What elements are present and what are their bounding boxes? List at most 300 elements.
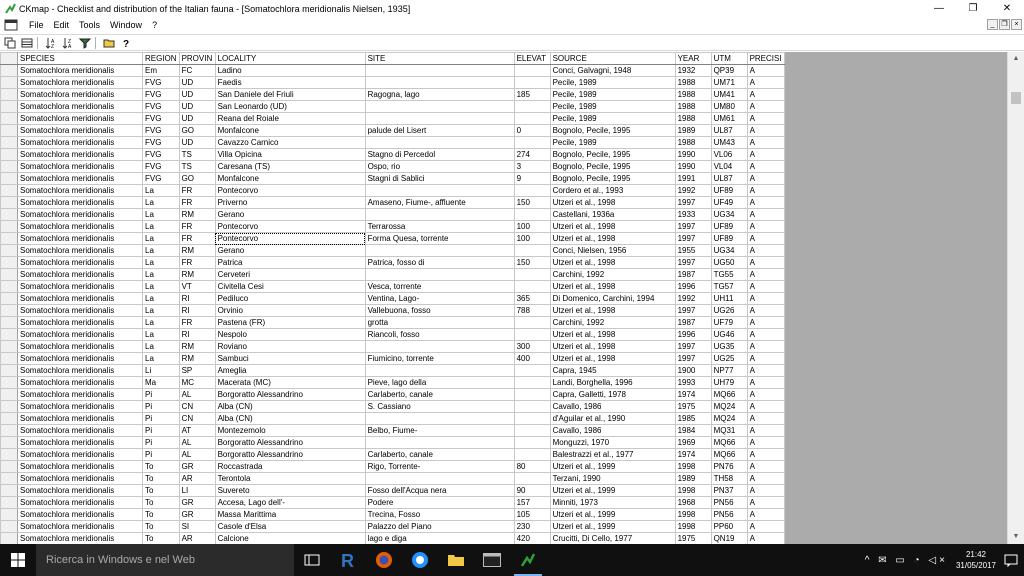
cell-year[interactable]: 1932: [675, 65, 711, 77]
cell-year[interactable]: 1997: [675, 221, 711, 233]
cell-source[interactable]: Crucitti, Di Cello, 1977: [550, 533, 675, 545]
table-row[interactable]: [1, 137, 785, 149]
cell-elevation[interactable]: [514, 377, 550, 389]
cell-year[interactable]: 1998: [675, 485, 711, 497]
cell-utm[interactable]: UM71: [711, 77, 747, 89]
cell-region[interactable]: La: [143, 317, 180, 329]
cell-year[interactable]: 1992: [675, 293, 711, 305]
cell-precision[interactable]: A: [747, 77, 784, 89]
row-header[interactable]: [1, 257, 18, 269]
cell-utm[interactable]: MQ66: [711, 437, 747, 449]
mdi-restore-button[interactable]: ❐: [999, 19, 1010, 30]
cell-elevation[interactable]: 185: [514, 89, 550, 101]
cell-elevation[interactable]: [514, 365, 550, 377]
table-row[interactable]: [1, 497, 785, 509]
cell-year[interactable]: 1900: [675, 365, 711, 377]
table-row[interactable]: [1, 413, 785, 425]
cell-site[interactable]: Belbo, Fiume-: [365, 425, 514, 437]
row-header[interactable]: [1, 149, 18, 161]
start-button[interactable]: [0, 544, 36, 576]
column-header-province[interactable]: PROVIN: [179, 53, 215, 65]
cell-site[interactable]: Ospo, rio: [365, 161, 514, 173]
cell-utm[interactable]: TG55: [711, 269, 747, 281]
cell-province[interactable]: FR: [179, 317, 215, 329]
row-header[interactable]: [1, 413, 18, 425]
column-header-year[interactable]: YEAR: [675, 53, 711, 65]
cell-locality[interactable]: Macerata (MC): [215, 377, 365, 389]
cell-locality[interactable]: San Leonardo (UD): [215, 101, 365, 113]
table-row[interactable]: [1, 305, 785, 317]
column-header-source[interactable]: SOURCE: [550, 53, 675, 65]
cell-precision[interactable]: A: [747, 365, 784, 377]
cell-locality[interactable]: Cerveteri: [215, 269, 365, 281]
r-language-icon[interactable]: [330, 544, 366, 576]
cell-precision[interactable]: A: [747, 293, 784, 305]
cell-year[interactable]: 1997: [675, 197, 711, 209]
cell-species[interactable]: Somatochlora meridionalis: [18, 305, 143, 317]
cell-site[interactable]: [365, 65, 514, 77]
cell-site[interactable]: [365, 341, 514, 353]
cell-year[interactable]: 1975: [675, 401, 711, 413]
cell-source[interactable]: Bognolo, Pecile, 1995: [550, 125, 675, 137]
cell-site[interactable]: Riancoli, fosso: [365, 329, 514, 341]
cell-elevation[interactable]: 105: [514, 509, 550, 521]
cell-year[interactable]: 1997: [675, 353, 711, 365]
cell-province[interactable]: GR: [179, 497, 215, 509]
scrollbar-thumb[interactable]: [1011, 92, 1021, 104]
cell-elevation[interactable]: 80: [514, 461, 550, 473]
cell-utm[interactable]: UF79: [711, 317, 747, 329]
cell-province[interactable]: LI: [179, 485, 215, 497]
cell-locality[interactable]: Caresana (TS): [215, 161, 365, 173]
cell-utm[interactable]: UF49: [711, 197, 747, 209]
cell-precision[interactable]: A: [747, 353, 784, 365]
cell-utm[interactable]: TH58: [711, 473, 747, 485]
cell-site[interactable]: Fosso dell'Acqua nera: [365, 485, 514, 497]
cell-source[interactable]: Bognolo, Pecile, 1995: [550, 149, 675, 161]
cell-source[interactable]: Pecile, 1989: [550, 101, 675, 113]
cell-locality[interactable]: Nespolo: [215, 329, 365, 341]
cell-source[interactable]: Cordero et al., 1993: [550, 185, 675, 197]
row-header[interactable]: [1, 449, 18, 461]
cell-province[interactable]: CN: [179, 401, 215, 413]
cell-elevation[interactable]: [514, 209, 550, 221]
cell-elevation[interactable]: [514, 449, 550, 461]
cell-year[interactable]: 1996: [675, 329, 711, 341]
cell-elevation[interactable]: [514, 113, 550, 125]
cell-source[interactable]: Pecile, 1989: [550, 113, 675, 125]
cell-site[interactable]: Trecina, Fosso: [365, 509, 514, 521]
cell-region[interactable]: La: [143, 209, 180, 221]
cell-year[interactable]: 1997: [675, 257, 711, 269]
cell-elevation[interactable]: [514, 413, 550, 425]
table-row[interactable]: [1, 521, 785, 533]
row-header[interactable]: [1, 173, 18, 185]
row-header[interactable]: [1, 485, 18, 497]
cell-site[interactable]: [365, 185, 514, 197]
cell-elevation[interactable]: 90: [514, 485, 550, 497]
cell-source[interactable]: Utzeri et al., 1999: [550, 521, 675, 533]
cell-locality[interactable]: Roviano: [215, 341, 365, 353]
cell-province[interactable]: TS: [179, 149, 215, 161]
cell-region[interactable]: FVG: [143, 113, 180, 125]
row-header[interactable]: [1, 185, 18, 197]
row-header[interactable]: [1, 329, 18, 341]
cell-province[interactable]: UD: [179, 89, 215, 101]
terminal-icon[interactable]: [474, 544, 510, 576]
cell-utm[interactable]: MQ24: [711, 413, 747, 425]
cell-precision[interactable]: A: [747, 101, 784, 113]
cell-region[interactable]: FVG: [143, 149, 180, 161]
cell-species[interactable]: Somatochlora meridionalis: [18, 377, 143, 389]
cell-region[interactable]: La: [143, 233, 180, 245]
cell-locality[interactable]: Villa Opicina: [215, 149, 365, 161]
cell-region[interactable]: La: [143, 281, 180, 293]
cell-province[interactable]: GR: [179, 509, 215, 521]
cell-species[interactable]: Somatochlora meridionalis: [18, 233, 143, 245]
cell-locality[interactable]: Faedis: [215, 77, 365, 89]
minimize-button[interactable]: —: [934, 3, 944, 14]
cell-locality[interactable]: Patrica: [215, 257, 365, 269]
cell-region[interactable]: FVG: [143, 161, 180, 173]
cell-province[interactable]: GO: [179, 125, 215, 137]
row-header[interactable]: [1, 161, 18, 173]
cell-source[interactable]: Pecile, 1989: [550, 77, 675, 89]
cell-utm[interactable]: UH79: [711, 377, 747, 389]
cell-site[interactable]: Carlaberto, canale: [365, 449, 514, 461]
column-header-site[interactable]: SITE: [365, 53, 514, 65]
cell-precision[interactable]: A: [747, 269, 784, 281]
cell-region[interactable]: To: [143, 473, 180, 485]
table-row[interactable]: [1, 293, 785, 305]
cell-site[interactable]: Vallebuona, fosso: [365, 305, 514, 317]
cell-species[interactable]: Somatochlora meridionalis: [18, 449, 143, 461]
cell-source[interactable]: Utzeri et al., 1998: [550, 305, 675, 317]
row-header[interactable]: [1, 137, 18, 149]
table-row[interactable]: [1, 173, 785, 185]
row-header[interactable]: [1, 89, 18, 101]
cell-elevation[interactable]: [514, 389, 550, 401]
cell-province[interactable]: SP: [179, 365, 215, 377]
sort-ascending-icon[interactable]: [44, 36, 58, 50]
cell-elevation[interactable]: 150: [514, 197, 550, 209]
cell-precision[interactable]: A: [747, 305, 784, 317]
cell-elevation[interactable]: 420: [514, 533, 550, 545]
cell-locality[interactable]: Roccastrada: [215, 461, 365, 473]
cell-utm[interactable]: UG34: [711, 245, 747, 257]
cell-utm[interactable]: VL04: [711, 161, 747, 173]
row-header[interactable]: [1, 365, 18, 377]
cell-region[interactable]: Em: [143, 65, 180, 77]
cell-elevation[interactable]: [514, 77, 550, 89]
row-header[interactable]: [1, 377, 18, 389]
row-header[interactable]: [1, 125, 18, 137]
cell-province[interactable]: AR: [179, 533, 215, 545]
vertical-scrollbar[interactable]: [1007, 52, 1024, 544]
cell-site[interactable]: Palazzo del Piano: [365, 521, 514, 533]
cell-source[interactable]: Castellani, 1936a: [550, 209, 675, 221]
cell-source[interactable]: Capra, 1945: [550, 365, 675, 377]
cell-elevation[interactable]: 9: [514, 173, 550, 185]
cell-source[interactable]: Utzeri et al., 1998: [550, 329, 675, 341]
cell-precision[interactable]: A: [747, 137, 784, 149]
cell-site[interactable]: Stagni di Sablici: [365, 173, 514, 185]
browser-icon[interactable]: [402, 544, 438, 576]
cell-locality[interactable]: Cavazzo Carnico: [215, 137, 365, 149]
row-header[interactable]: [1, 221, 18, 233]
cell-utm[interactable]: UF89: [711, 221, 747, 233]
cell-year[interactable]: 1997: [675, 341, 711, 353]
cell-elevation[interactable]: 365: [514, 293, 550, 305]
cell-year[interactable]: 1974: [675, 449, 711, 461]
table-row[interactable]: [1, 197, 785, 209]
cell-source[interactable]: Utzeri et al., 1998: [550, 197, 675, 209]
cell-locality[interactable]: Borgoratto Alessandrino: [215, 449, 365, 461]
row-header[interactable]: [1, 197, 18, 209]
row-header[interactable]: [1, 425, 18, 437]
cell-precision[interactable]: A: [747, 329, 784, 341]
cell-locality[interactable]: Montezemolo: [215, 425, 365, 437]
cell-precision[interactable]: A: [747, 113, 784, 125]
cell-year[interactable]: 1998: [675, 521, 711, 533]
cell-site[interactable]: [365, 77, 514, 89]
cell-precision[interactable]: A: [747, 317, 784, 329]
cell-year[interactable]: 1991: [675, 173, 711, 185]
cell-region[interactable]: Pi: [143, 449, 180, 461]
cell-source[interactable]: Utzeri et al., 1999: [550, 461, 675, 473]
cell-region[interactable]: La: [143, 329, 180, 341]
cell-species[interactable]: Somatochlora meridionalis: [18, 65, 143, 77]
table-row[interactable]: [1, 425, 785, 437]
cell-elevation[interactable]: 230: [514, 521, 550, 533]
row-header[interactable]: [1, 293, 18, 305]
cell-year[interactable]: 1987: [675, 269, 711, 281]
cell-source[interactable]: Conci, Galvagni, 1948: [550, 65, 675, 77]
cell-locality[interactable]: Reana del Roiale: [215, 113, 365, 125]
cell-elevation[interactable]: [514, 269, 550, 281]
cell-utm[interactable]: NP77: [711, 365, 747, 377]
cell-species[interactable]: Somatochlora meridionalis: [18, 461, 143, 473]
column-header-utm[interactable]: UTM: [711, 53, 747, 65]
cell-province[interactable]: RI: [179, 305, 215, 317]
cell-region[interactable]: Pi: [143, 437, 180, 449]
cell-species[interactable]: Somatochlora meridionalis: [18, 257, 143, 269]
cell-locality[interactable]: Borgoratto Alessandrino: [215, 437, 365, 449]
cell-locality[interactable]: Suvereto: [215, 485, 365, 497]
cell-year[interactable]: 1990: [675, 161, 711, 173]
cell-site[interactable]: Podere: [365, 497, 514, 509]
cell-locality[interactable]: Alba (CN): [215, 413, 365, 425]
cell-site[interactable]: [365, 245, 514, 257]
table-row[interactable]: [1, 461, 785, 473]
cell-precision[interactable]: A: [747, 461, 784, 473]
cell-species[interactable]: Somatochlora meridionalis: [18, 125, 143, 137]
cell-locality[interactable]: Pontecorvo: [215, 185, 365, 197]
cell-province[interactable]: VT: [179, 281, 215, 293]
cell-elevation[interactable]: [514, 473, 550, 485]
row-header[interactable]: [1, 245, 18, 257]
table-row[interactable]: [1, 449, 785, 461]
cell-site[interactable]: Amaseno, Fiume-, affluente: [365, 197, 514, 209]
cell-site[interactable]: [365, 413, 514, 425]
cell-precision[interactable]: A: [747, 509, 784, 521]
cell-province[interactable]: RM: [179, 353, 215, 365]
cell-elevation[interactable]: 100: [514, 233, 550, 245]
cell-locality[interactable]: Pontecorvo: [215, 221, 365, 233]
filter-icon[interactable]: [78, 36, 92, 50]
cell-province[interactable]: CN: [179, 413, 215, 425]
table-row[interactable]: [1, 233, 785, 245]
mdi-close-button[interactable]: ×: [1011, 19, 1022, 30]
cell-year[interactable]: 1990: [675, 149, 711, 161]
cell-source[interactable]: Utzeri et al., 1998: [550, 257, 675, 269]
cell-year[interactable]: 1975: [675, 533, 711, 545]
cell-province[interactable]: AT: [179, 425, 215, 437]
table-row[interactable]: [1, 77, 785, 89]
cell-source[interactable]: Utzeri et al., 1998: [550, 221, 675, 233]
cell-precision[interactable]: A: [747, 257, 784, 269]
cell-year[interactable]: 1988: [675, 77, 711, 89]
cell-source[interactable]: Utzeri et al., 1998: [550, 341, 675, 353]
cell-site[interactable]: palude del Lisert: [365, 125, 514, 137]
cell-species[interactable]: Somatochlora meridionalis: [18, 365, 143, 377]
table-row[interactable]: [1, 149, 785, 161]
cell-province[interactable]: TS: [179, 161, 215, 173]
cell-province[interactable]: UD: [179, 113, 215, 125]
table-row[interactable]: [1, 485, 785, 497]
cell-source[interactable]: Carchini, 1992: [550, 269, 675, 281]
cell-site[interactable]: [365, 365, 514, 377]
table-row[interactable]: [1, 509, 785, 521]
cell-year[interactable]: 1989: [675, 473, 711, 485]
cell-region[interactable]: To: [143, 521, 180, 533]
cell-region[interactable]: Li: [143, 365, 180, 377]
cell-year[interactable]: 1997: [675, 305, 711, 317]
cell-source[interactable]: Pecile, 1989: [550, 137, 675, 149]
cell-site[interactable]: lago e diga: [365, 533, 514, 545]
table-row[interactable]: [1, 317, 785, 329]
cell-site[interactable]: Terrarossa: [365, 221, 514, 233]
cell-site[interactable]: Stagno di Percedol: [365, 149, 514, 161]
cell-species[interactable]: Somatochlora meridionalis: [18, 329, 143, 341]
cell-species[interactable]: Somatochlora meridionalis: [18, 473, 143, 485]
table-row[interactable]: [1, 245, 785, 257]
cell-locality[interactable]: Terontola: [215, 473, 365, 485]
cell-locality[interactable]: Civitella Cesi: [215, 281, 365, 293]
cell-site[interactable]: Vesca, torrente: [365, 281, 514, 293]
cell-site[interactable]: Ventina, Lago-: [365, 293, 514, 305]
cell-utm[interactable]: MQ24: [711, 401, 747, 413]
table-view-icon[interactable]: [20, 36, 34, 50]
cell-precision[interactable]: A: [747, 233, 784, 245]
cell-utm[interactable]: QN19: [711, 533, 747, 545]
cell-year[interactable]: 1984: [675, 425, 711, 437]
table-row[interactable]: [1, 329, 785, 341]
task-view-icon[interactable]: [294, 544, 330, 576]
row-header[interactable]: [1, 317, 18, 329]
menu-help[interactable]: ?: [152, 20, 158, 30]
table-row[interactable]: [1, 113, 785, 125]
cell-source[interactable]: Bognolo, Pecile, 1995: [550, 161, 675, 173]
cell-precision[interactable]: A: [747, 389, 784, 401]
cell-utm[interactable]: PP60: [711, 521, 747, 533]
cell-utm[interactable]: MQ66: [711, 449, 747, 461]
column-header-species[interactable]: SPECIES: [18, 53, 143, 65]
cell-province[interactable]: RI: [179, 329, 215, 341]
cell-source[interactable]: Cavallo, 1986: [550, 425, 675, 437]
cell-elevation[interactable]: [514, 401, 550, 413]
cell-site[interactable]: grotta: [365, 317, 514, 329]
cell-species[interactable]: Somatochlora meridionalis: [18, 413, 143, 425]
cell-region[interactable]: To: [143, 485, 180, 497]
cell-species[interactable]: Somatochlora meridionalis: [18, 437, 143, 449]
cell-province[interactable]: FR: [179, 185, 215, 197]
cell-region[interactable]: Pi: [143, 401, 180, 413]
cell-year[interactable]: 1974: [675, 389, 711, 401]
cell-precision[interactable]: A: [747, 425, 784, 437]
cell-species[interactable]: Somatochlora meridionalis: [18, 173, 143, 185]
cell-locality[interactable]: Gerano: [215, 209, 365, 221]
cell-province[interactable]: FR: [179, 197, 215, 209]
cell-source[interactable]: Landi, Borghella, 1996: [550, 377, 675, 389]
menu-edit[interactable]: Edit: [53, 20, 70, 30]
cell-utm[interactable]: MQ66: [711, 389, 747, 401]
cell-region[interactable]: Pi: [143, 389, 180, 401]
sort-descending-icon[interactable]: [61, 36, 75, 50]
cell-utm[interactable]: MQ31: [711, 425, 747, 437]
cell-site[interactable]: S. Cassiano: [365, 401, 514, 413]
cell-locality[interactable]: Ladino: [215, 65, 365, 77]
row-header[interactable]: [1, 401, 18, 413]
cell-precision[interactable]: A: [747, 221, 784, 233]
cell-utm[interactable]: UM41: [711, 89, 747, 101]
cell-species[interactable]: Somatochlora meridionalis: [18, 161, 143, 173]
cell-elevation[interactable]: [514, 65, 550, 77]
cell-locality[interactable]: Accesa, Lago dell'-: [215, 497, 365, 509]
menu-window[interactable]: Window: [110, 20, 143, 30]
cell-year[interactable]: 1993: [675, 377, 711, 389]
cell-province[interactable]: AL: [179, 437, 215, 449]
cell-region[interactable]: La: [143, 245, 180, 257]
cell-locality[interactable]: Massa Marittima: [215, 509, 365, 521]
row-header[interactable]: [1, 281, 18, 293]
cell-province[interactable]: FR: [179, 221, 215, 233]
cell-source[interactable]: Di Domenico, Carchini, 1994: [550, 293, 675, 305]
row-header[interactable]: [1, 497, 18, 509]
cell-province[interactable]: RI: [179, 293, 215, 305]
cell-locality[interactable]: Pediluco: [215, 293, 365, 305]
cell-region[interactable]: La: [143, 341, 180, 353]
row-header[interactable]: [1, 473, 18, 485]
cell-precision[interactable]: A: [747, 149, 784, 161]
row-header[interactable]: [1, 521, 18, 533]
cell-species[interactable]: Somatochlora meridionalis: [18, 245, 143, 257]
cell-year[interactable]: 1969: [675, 437, 711, 449]
cell-precision[interactable]: A: [747, 281, 784, 293]
table-row[interactable]: [1, 377, 785, 389]
cell-species[interactable]: Somatochlora meridionalis: [18, 317, 143, 329]
cell-source[interactable]: Minnitі, 1973: [550, 497, 675, 509]
cell-province[interactable]: SI: [179, 521, 215, 533]
cell-locality[interactable]: Monfalcone: [215, 173, 365, 185]
cell-elevation[interactable]: 788: [514, 305, 550, 317]
cell-locality[interactable]: Alba (CN): [215, 401, 365, 413]
cell-province[interactable]: GR: [179, 461, 215, 473]
scroll-down-arrow-icon[interactable]: ▼: [1012, 533, 1020, 540]
cell-year[interactable]: 1988: [675, 137, 711, 149]
help-icon[interactable]: [119, 36, 133, 50]
cell-site[interactable]: [365, 209, 514, 221]
